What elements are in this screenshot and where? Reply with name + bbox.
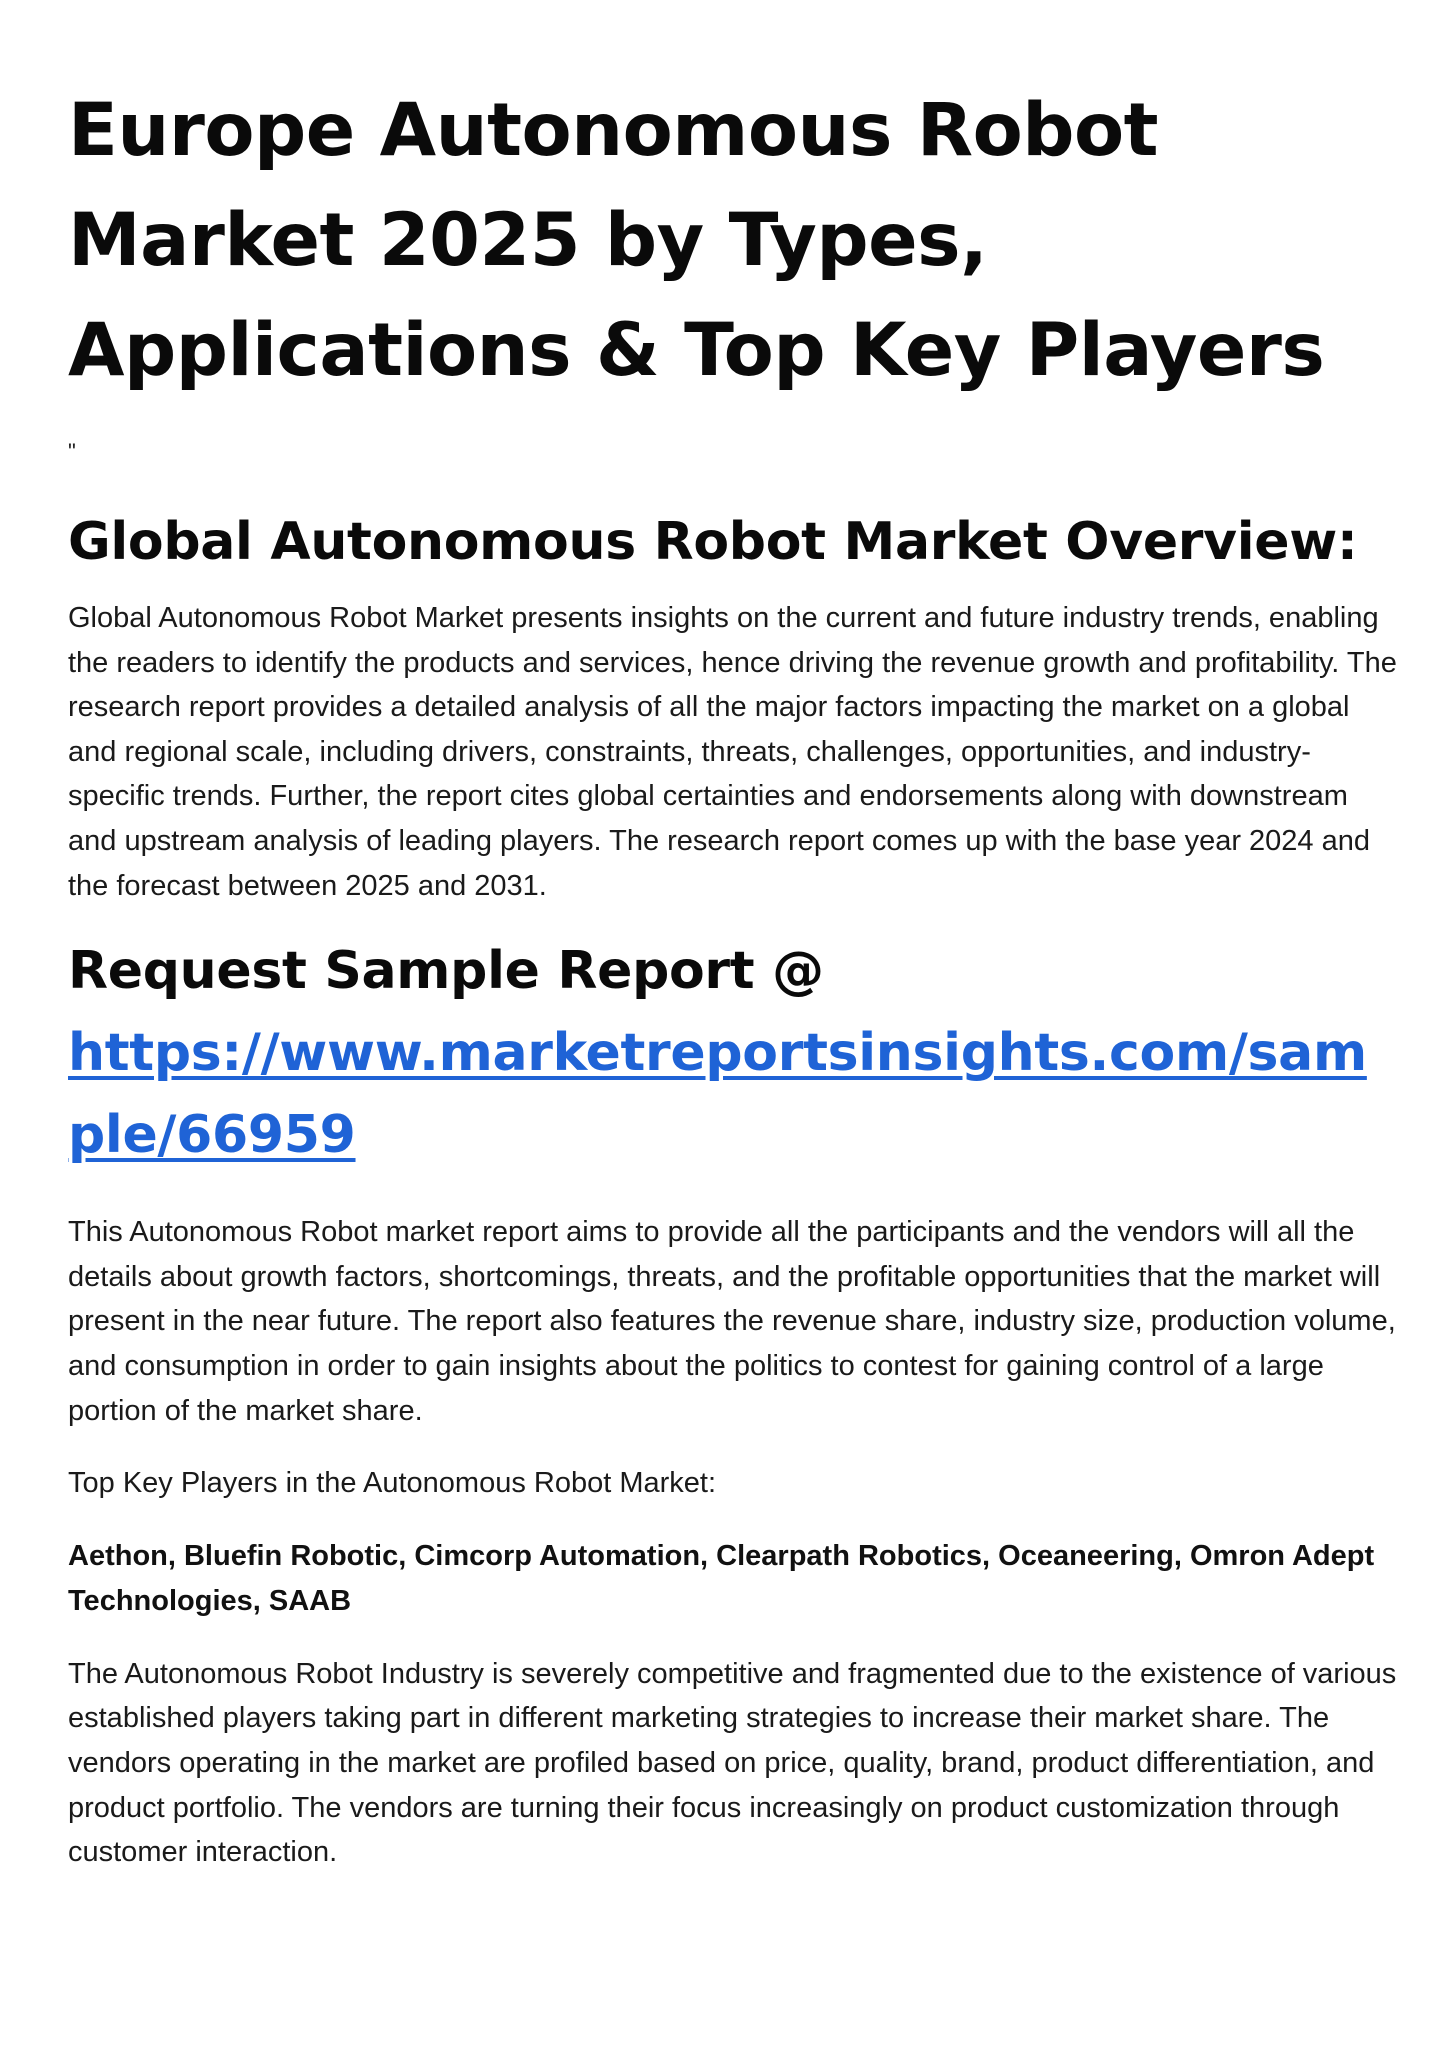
overview-paragraph: Global Autonomous Robot Market presents insights on the current and future industry trends, enabling the readers to identify the products and services, hence driving the revenue growth and profitability. The research report provides a detailed analysis of all the major factors impacting the market on a global and regional scale, including drivers, constraints, threats, challenges, opportunities, and industry-specific trends. Further, the report cites global certainties and endorsements along with downstream and upstream analysis of leading players. The research report comes up with the base year 2024 and the forecast between 2025 and 2031.: [68, 602, 1397, 902]
stray-quote-mark: ": [68, 439, 76, 464]
key-players-list: Aethon, Bluefin Robotic, Cimcorp Automation, Clearpath Robotics, Oceaneering, Omron Adept Technologies, SAAB: [68, 1539, 1375, 1617]
report-aims-paragraph: This Autonomous Robot market report aims to provide all the participants and the vendors will all the details about growth factors, shortcomings, threats, and the profitable opportunities that the market will present in the near future. The report also features the revenue share, industry size, production volume, and consumption in order to gain insights about the politics to contest for gaining control of a large portion of the market share.: [68, 1216, 1396, 1427]
page-title: Europe Autonomous Robot Market 2025 by Types, Applications & Top Key Players: [68, 88, 1325, 393]
request-sample-block: [68, 930, 1398, 1176]
overview-heading: Global Autonomous Robot Market Overview:: [68, 512, 1358, 572]
players-intro: Top Key Players in the Autonomous Robot Market:: [68, 1467, 717, 1500]
request-sample-label: Request Sample Report @: [68, 941, 824, 1002]
industry-paragraph: The Autonomous Robot Industry is severely competitive and fragmented due to the existence of various established players taking part in different marketing strategies to increase their market share. The vendors operating in the market are profiled based on price, quality, brand, product differentiation, and product portfolio. The vendors are turning their focus increasingly on product customization through customer interaction.: [68, 1657, 1397, 1869]
sample-report-link[interactable]: https://www.marketreportsinsights.com/sample/66959: [68, 1023, 1367, 1166]
document-page: [68, 76, 1398, 1875]
